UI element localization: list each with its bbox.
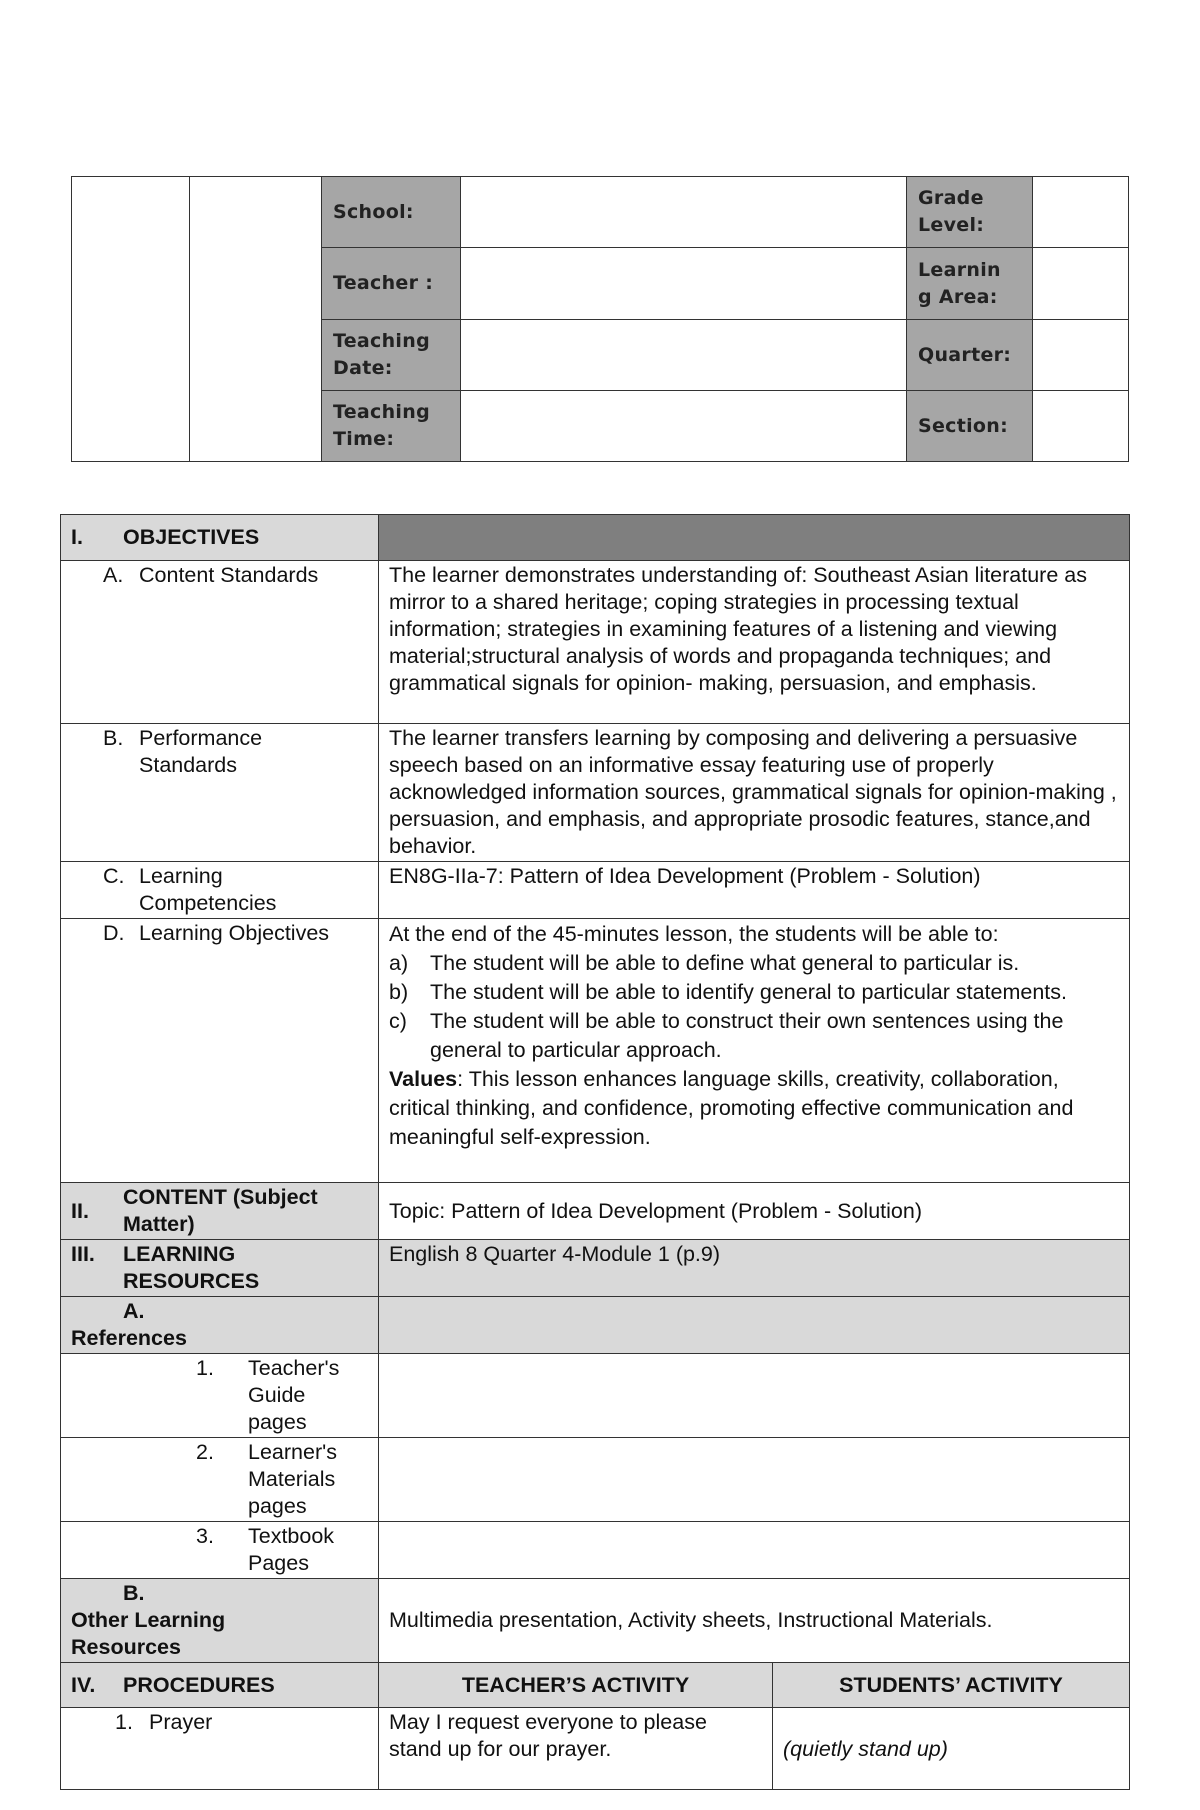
objective-item-a: [389, 949, 1119, 978]
content-label: CONTENT (Subject Matter): [123, 1185, 318, 1236]
learning-objectives-intro: At the end of the 45-minutes lesson, the students will be able to:: [389, 922, 999, 946]
references-letter: A.: [123, 1299, 145, 1323]
objectives-title: OBJECTIVES: [123, 525, 260, 549]
teacher-value[interactable]: [461, 248, 907, 320]
objectives-heading: [61, 515, 379, 561]
grade-level-label: Grade Level:: [907, 177, 1033, 248]
learning-competencies-text: EN8G-IIa-7: Pattern of Idea Development (Problem - Solution): [379, 862, 1130, 919]
student-activity-header: STUDENTS’ ACTIVITY: [773, 1663, 1130, 1708]
teaching-time-label: Teaching Time:: [322, 391, 461, 462]
objective-marker: b): [389, 980, 409, 1004]
objective-text: The student will be able to construct their own sentences using the general to particular approach.: [430, 1009, 1064, 1062]
resources-heading: [61, 1240, 379, 1297]
teacher-label: Teacher :: [322, 248, 461, 320]
learning-objectives-label: Learning Objectives: [139, 921, 330, 945]
references-value: [379, 1297, 1130, 1354]
learning-area-label: Learnin g Area:: [907, 248, 1033, 320]
content-standards-text: The learner demonstrates understanding of: Southeast Asian literature as mirror to a shared heritage; coping strategies in processing textual information; strategies in examining features of a listening and viewing material;structural analysis of words and propaganda techniques; and grammatical signals for opinion- making, persuasion, and emphasis.: [379, 561, 1130, 724]
objective-item-b: [389, 978, 1119, 1007]
content-standards-label: Content Standards: [139, 563, 319, 587]
teachers-guide-label-cell: [61, 1354, 379, 1438]
section-value[interactable]: [1033, 391, 1129, 462]
quarter-label: Quarter:: [907, 320, 1033, 391]
grade-level-value[interactable]: [1033, 177, 1129, 248]
teaching-time-value[interactable]: [461, 391, 907, 462]
resources-roman: III.: [71, 1242, 95, 1266]
other-resources-heading: [61, 1579, 379, 1663]
prayer-num: 1.: [115, 1710, 133, 1734]
content-standards-letter: A.: [103, 563, 124, 587]
performance-standards-letter: B.: [103, 726, 124, 750]
values-label: Values: [389, 1067, 458, 1091]
learners-materials-label-cell: [61, 1438, 379, 1522]
learning-area-value[interactable]: [1033, 248, 1129, 320]
objective-text: The student will be able to identify general to particular statements.: [430, 980, 1067, 1004]
procedures-roman: IV.: [71, 1672, 96, 1697]
content-standards-label-cell: [61, 561, 379, 724]
learning-competencies-letter: C.: [103, 864, 125, 888]
performance-standards-label-cell: [61, 724, 379, 862]
learners-materials-label: Learner's Materials pages: [248, 1440, 337, 1518]
learners-materials-value: [379, 1438, 1130, 1522]
other-resources-label: Other Learning Resources: [71, 1608, 226, 1659]
values-paragraph: [389, 1065, 1119, 1152]
other-resources-text: Multimedia presentation, Activity sheets, Instructional Materials.: [379, 1579, 1130, 1663]
school-label: School:: [322, 177, 461, 248]
teachers-guide-num: 1.: [196, 1356, 214, 1380]
learners-materials-num: 2.: [196, 1440, 214, 1464]
objective-marker: a): [389, 951, 409, 975]
objective-text: The student will be able to define what general to particular is.: [430, 951, 1020, 975]
teachers-guide-value: [379, 1354, 1130, 1438]
lesson-plan-table: [60, 514, 1130, 1790]
references-heading: [61, 1297, 379, 1354]
prayer-teacher-activity: May I request everyone to please stand up for our prayer.: [379, 1708, 773, 1790]
content-heading: [61, 1183, 379, 1240]
teachers-guide-label: Teacher's Guide pages: [248, 1356, 340, 1434]
objective-item-c: [389, 1007, 1119, 1065]
performance-standards-text: The learner transfers learning by composing and delivering a persuasive speech based on an informative essay featuring use of properly acknowledged information sources, grammatical signals for opinion-making , persuasion, and emphasis, and appropriate prosodic features, stance,and behavior.: [379, 724, 1130, 862]
values-text: : This lesson enhances language skills, creativity, collaboration, critical thinking, and confidence, promoting effective communication and meaningful self-expression.: [389, 1067, 1074, 1149]
learning-objectives-letter: D.: [103, 921, 125, 945]
objectives-header-fill: [379, 515, 1130, 561]
objective-marker: c): [389, 1009, 407, 1033]
learning-objectives-label-cell: [61, 919, 379, 1183]
logo-cell-left: [72, 177, 190, 462]
textbook-pages-num: 3.: [196, 1524, 214, 1548]
objectives-roman: I.: [71, 525, 83, 549]
textbook-pages-value: [379, 1522, 1130, 1579]
section-label: Section:: [907, 391, 1033, 462]
learning-objectives-cell: [379, 919, 1130, 1183]
teacher-activity-header: TEACHER’S ACTIVITY: [379, 1663, 773, 1708]
logo-cell-right: [190, 177, 322, 462]
prayer-label: Prayer: [149, 1710, 213, 1734]
school-value[interactable]: [461, 177, 907, 248]
learning-competencies-label: Learning Competencies: [139, 864, 277, 915]
textbook-pages-label-cell: [61, 1522, 379, 1579]
content-topic: Topic: Pattern of Idea Development (Problem - Solution): [379, 1183, 1130, 1240]
resources-label: LEARNING RESOURCES: [123, 1242, 260, 1293]
other-resources-letter: B.: [123, 1581, 145, 1605]
header-info-table: [71, 176, 1129, 462]
prayer-student-activity: (quietly stand up): [773, 1708, 1130, 1790]
content-roman: II.: [71, 1198, 89, 1223]
prayer-label-cell: [61, 1708, 379, 1790]
teaching-date-label: Teaching Date:: [322, 320, 461, 391]
procedures-label: PROCEDURES: [123, 1672, 275, 1697]
textbook-pages-label: Textbook Pages: [248, 1524, 335, 1575]
quarter-value[interactable]: [1033, 320, 1129, 391]
resources-module: English 8 Quarter 4-Module 1 (p.9): [379, 1240, 1130, 1297]
learning-competencies-label-cell: [61, 862, 379, 919]
teaching-date-value[interactable]: [461, 320, 907, 391]
performance-standards-label: Performance Standards: [139, 726, 263, 777]
references-label: References: [71, 1326, 187, 1350]
procedures-heading: [61, 1663, 379, 1708]
